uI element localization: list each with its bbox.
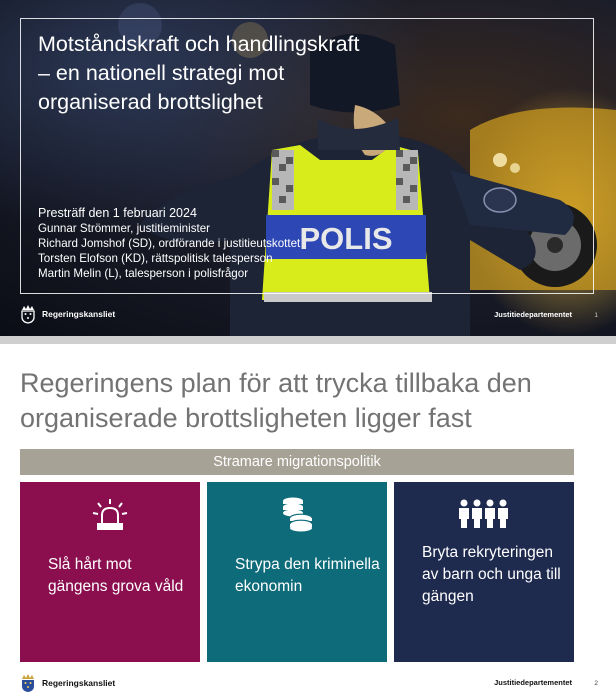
- page-number: 2: [594, 680, 598, 687]
- crown-emblem-icon: [20, 304, 36, 324]
- slide-divider: [0, 336, 616, 344]
- speaker-jomshof: Richard Jomshof (SD), ordförande i justitieutskottet: [38, 237, 301, 250]
- slide-2: [0, 344, 616, 697]
- page-number: 1: [594, 312, 598, 319]
- card-economy-text: Strypa den kriminella ekonomin: [235, 556, 380, 595]
- card-recruitment-text: Bryta rekryteringen av barn och unga till gängen: [422, 544, 561, 605]
- speaker-elofson: Torsten Elofson (KD), rättspolitisk talesperson: [38, 252, 273, 265]
- regeringskansliet-logo: [20, 302, 115, 326]
- vest-label: POLIS: [299, 221, 393, 256]
- brand-name: Regeringskansliet: [42, 309, 116, 319]
- speaker-melin: Martin Melin (L), talesperson i polisfrågor: [38, 267, 249, 280]
- slide-2-title: Regeringens plan för att trycka tillbaka den organiserade brottsligheten ligger fast: [20, 368, 532, 433]
- siren-icon: [20, 494, 200, 534]
- regeringskansliet-logo: [20, 672, 115, 694]
- crown-emblem-icon: [20, 673, 36, 693]
- card-violence-text: Slå hårt mot gängens grova våld: [48, 556, 184, 595]
- brand-name: Regeringskansliet: [42, 678, 116, 688]
- slide-1: [0, 0, 616, 336]
- card-economy: [207, 482, 387, 662]
- coins-icon: [207, 494, 387, 534]
- migration-policy-banner: Stramare migrationspolitik: [20, 449, 574, 475]
- people-icon: [394, 494, 574, 534]
- card-violence: [20, 482, 200, 662]
- department-name: Justitiedepartementet: [494, 310, 572, 319]
- speaker-strommer: Gunnar Strömmer, justitieminister: [38, 222, 211, 235]
- slide-1-title: Motståndskraft och handlingskraft – en nationell strategi mot organiserad brottslighet: [38, 32, 360, 114]
- department-name: Justitiedepartementet: [494, 678, 572, 687]
- card-recruitment: [394, 482, 574, 662]
- press-date: Presträff den 1 februari 2024: [38, 206, 197, 220]
- press-details: [38, 206, 368, 281]
